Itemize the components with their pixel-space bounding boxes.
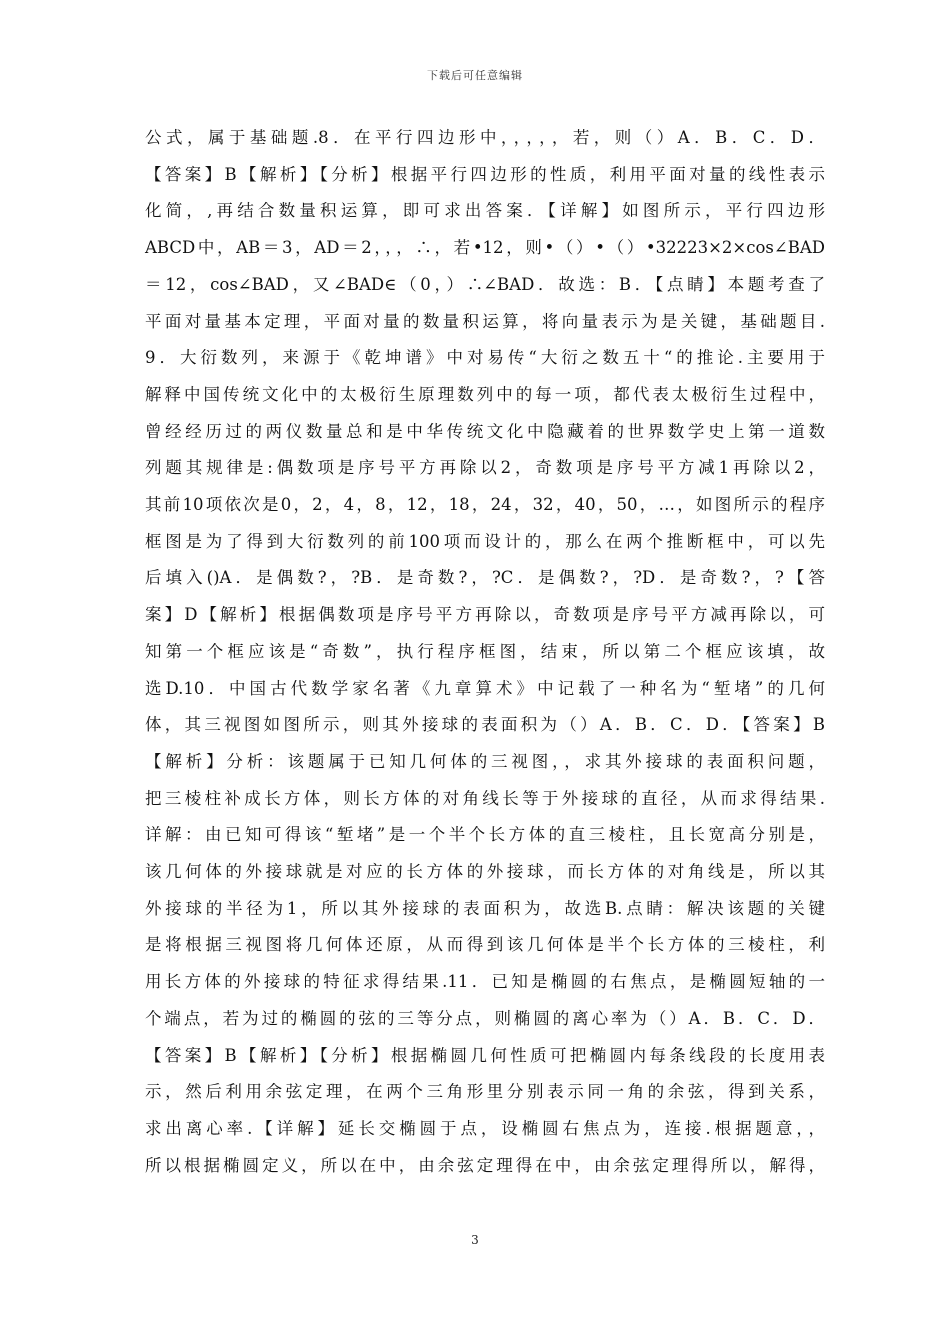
text-line: 案】D【解析】根据偶数项是序号平方再除以，奇数项是序号平方减再除以，可 [145, 605, 825, 625]
page-header: 下载后可任意编辑 [427, 69, 523, 82]
text-line: 后填入()A．是偶数?，?B．是奇数?，?C．是偶数?，?D．是奇数?，?【答 [145, 568, 825, 588]
text-line: 选D.10．中国古代数学家名著《九章算术》中记载了一种名为“堑堵”的几何 [145, 678, 825, 698]
text-line: 公式，属于基础题.8．在平行四边形中，，，，，若，则（）A．B．C．D． [145, 128, 825, 147]
text-line: 知第一个框应该是“奇数”，执行程序框图，结束，所以第二个框应该填，故 [145, 641, 825, 661]
text-line: 【解析】分析：该题属于已知几何体的三视图，，求其外接球的表面积问题， [145, 751, 825, 771]
text-line: 所以根据椭圆定义，所以在中，由余弦定理得在中，由余弦定理得所以，解得， [145, 1155, 825, 1175]
text-line: 个端点，若为过的椭圆的弦的三等分点，则椭圆的离心率为（）A．B．C．D． [145, 1008, 825, 1028]
text-line: 【答案】B【解析】【分析】根据平行四边形的性质，利用平面对量的线性表示 [145, 164, 825, 184]
text-line: 平面对量基本定理，平面对量的数量积运算，将向量表示为是关键，基础题目. [145, 311, 825, 331]
text-line: 详解：由已知可得该“堑堵”是一个半个长方体的直三棱柱，且长宽高分别是， [145, 825, 825, 845]
text-line: 列题其规律是:偶数项是序号平方再除以2，奇数项是序号平方减1再除以2， [145, 458, 825, 478]
text-line: 是将根据三视图将几何体还原，从而得到该几何体是半个长方体的三棱柱，利 [145, 935, 825, 955]
text-line: 外接球的半径为1，所以其外接球的表面积为，故选B.点睛：解决该题的关键 [145, 898, 825, 918]
text-line: 化简，,再结合数量积运算，即可求出答案．【详解】如图所示，平行四边形 [145, 201, 825, 221]
text-line: 解释中国传统文化中的太极衍生原理数列中的每一项，都代表太极衍生过程中， [145, 384, 825, 404]
text-line: 框图是为了得到大衍数列的前100项而设计的，那么在两个推断框中，可以先 [145, 531, 825, 551]
text-line: ABCD中，AB＝3，AD＝2，，，∴，若•12，则•（）•（）•32223×2×cos∠BAD [145, 238, 825, 258]
text-line: 求出离心率.【详解】延长交椭圆于点，设椭圆右焦点为，连接.根据题意，， [145, 1118, 825, 1138]
text-line: 曾经经历过的两仪数量总和是中华传统文化中隐藏着的世界数学史上第一道数 [145, 421, 825, 441]
text-line: ＝12，cos∠BAD，又∠BAD∈（0，）∴∠BAD．故选：B．【点睛】本题考查了 [145, 274, 825, 294]
text-line: 9．大衍数列，来源于《乾坤谱》中对易传“大衍之数五十“的推论.主要用于 [145, 348, 825, 368]
text-line: 用长方体的外接球的特征求得结果.11．已知是椭圆的右焦点，是椭圆短轴的一 [145, 972, 825, 992]
text-line: 该几何体的外接球就是对应的长方体的外接球，而长方体的对角线是，所以其 [145, 862, 825, 882]
text-line: 把三棱柱补成长方体，则长方体的对角线长等于外接球的直径，从而求得结果. [145, 788, 825, 808]
text-line: 其前10项依次是0，2，4，8，12，18，24，32，40，50，…，如图所示的程序 [145, 495, 825, 515]
text-line: 示，然后利用余弦定理，在两个三角形里分别表示同一角的余弦，得到关系， [145, 1082, 825, 1102]
text-line: 【答案】B【解析】【分析】根据椭圆几何性质可把椭圆内每条线段的长度用表 [145, 1045, 825, 1065]
page-number: 3 [471, 1233, 479, 1247]
text-line: 体，其三视图如图所示，则其外接球的表面积为（）A．B．C．D．【答案】B [145, 715, 825, 735]
body-text [145, 120, 825, 1184]
